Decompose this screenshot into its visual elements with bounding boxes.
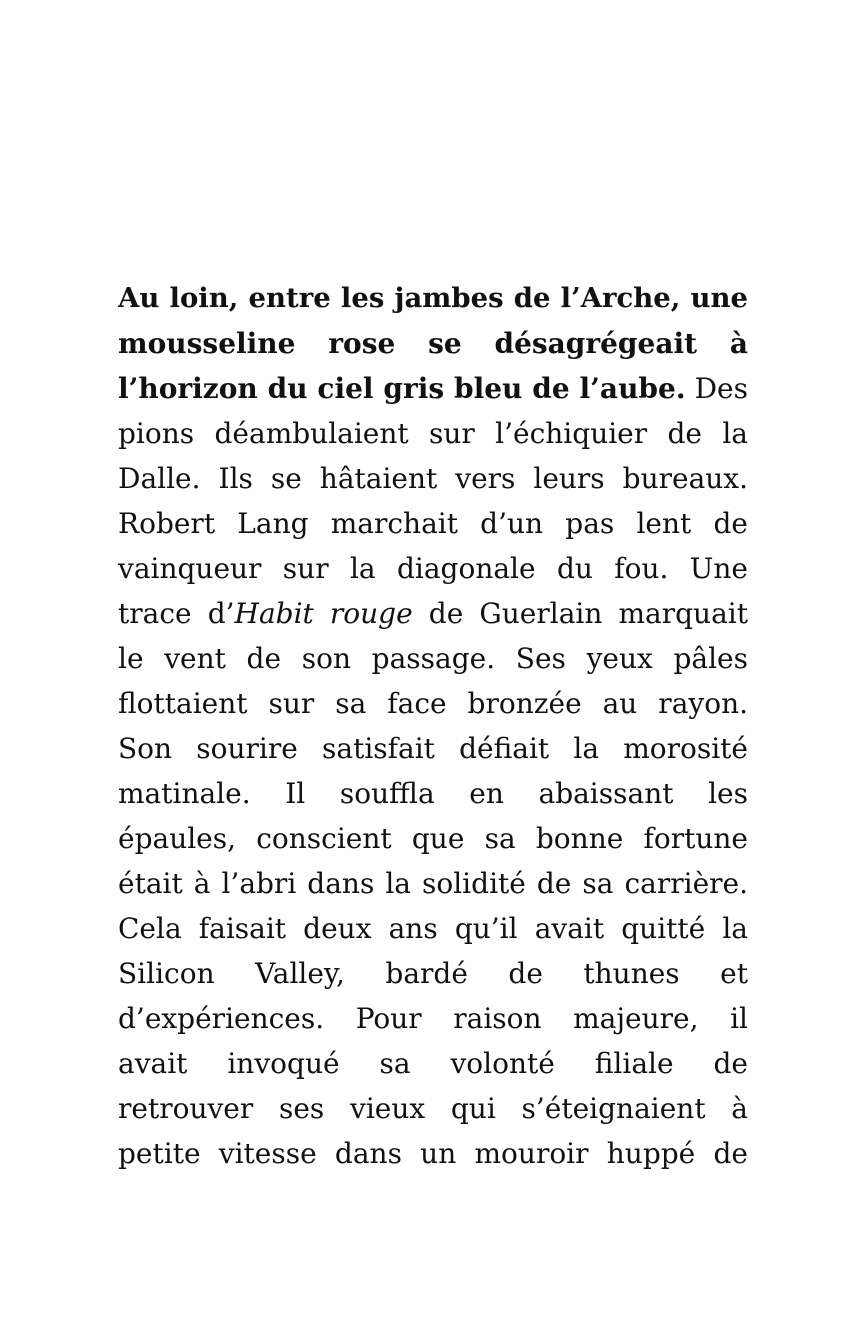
text-line [118,636,748,681]
text-line [118,276,748,321]
body-text: Robert Lang marchait d’un pas lent de [118,507,748,540]
body-text: petite vitesse dans un mouroir huppé de [118,1137,748,1170]
text-line [118,861,748,906]
text-line [118,456,748,501]
text-line [118,726,748,771]
body-text: retrouver ses vieux qui s’éteignaient à [118,1092,748,1125]
body-text: était à l’abri dans la solidité de sa carrière. [118,867,748,900]
body-text: Son sourire satisfait défiait la morosité [118,732,748,765]
text-line [118,1086,748,1131]
text-line [118,816,748,861]
body-text: flottaient sur sa face bronzée au rayon. [118,687,748,720]
bold-text: Au loin, entre les jambes de l’Arche, une [118,282,748,314]
body-text: le vent de son passage. Ses yeux pâles [118,642,748,675]
body-text: pions déambulaient sur l’échiquier de la [118,417,748,450]
italic-title-text: Habit rouge [234,597,413,630]
body-text: avait invoqué sa volonté filiale de [118,1047,748,1080]
body-text: Cela faisait deux ans qu’il avait quitté la [118,912,748,945]
text-line [118,591,748,636]
text-line [118,1041,748,1086]
text-line [118,771,748,816]
text-line [118,411,748,456]
text-line [118,951,748,996]
text-line [118,546,748,591]
body-text: Dalle. Ils se hâtaient vers leurs bureaux. [118,462,748,495]
bold-text: mousseline rose se désagrégeait à [118,327,748,360]
text-line [118,501,748,546]
body-text: épaules, conscient que sa bonne fortune [118,822,748,855]
body-text: matinale. Il souffla en abaissant les [118,777,748,810]
text-line [118,681,748,726]
text-line [118,366,748,411]
body-text: vainqueur sur la diagonale du fou. Une [118,552,748,585]
text-line [118,996,748,1041]
body-text: trace d’ [118,597,235,630]
bold-text: l’horizon du ciel gris bleu de l’aube. [118,372,686,405]
body-paragraph [118,276,748,1176]
text-line [118,1131,748,1176]
text-line [118,906,748,951]
body-text: de Guerlain marquait [412,597,748,630]
body-text: d’expériences. Pour raison majeure, il [118,1002,748,1035]
body-text: Silicon Valley, bardé de thunes et [118,957,748,990]
text-line [118,321,748,366]
body-text: Des [685,372,748,405]
